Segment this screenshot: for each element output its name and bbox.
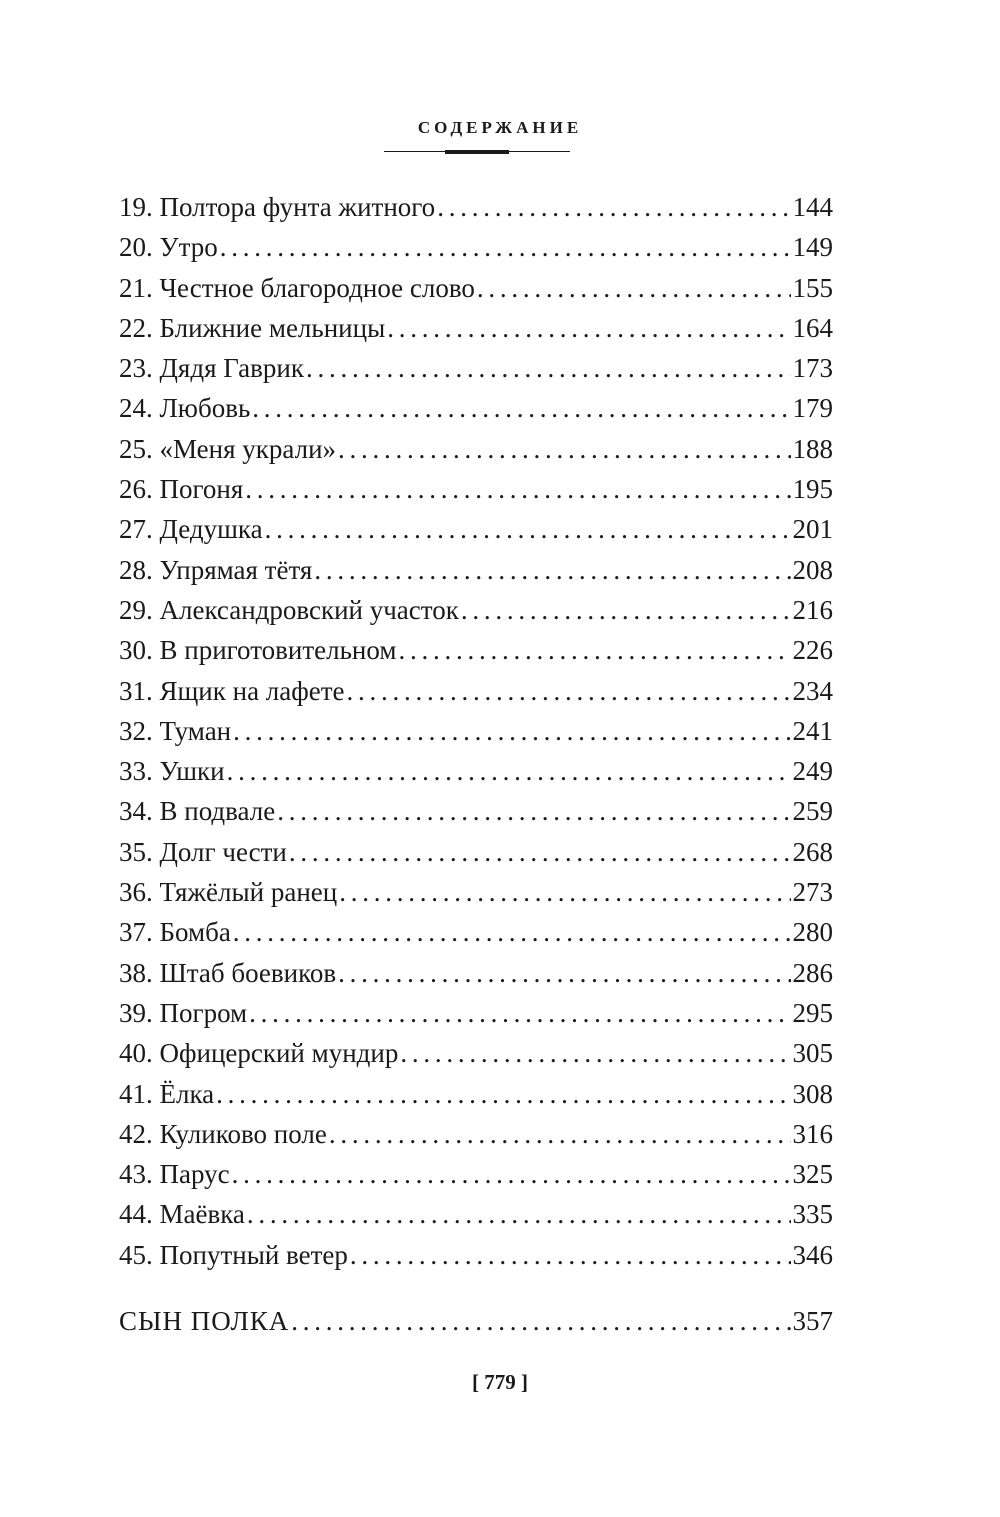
toc-entry — [119, 550, 833, 590]
toc-entry-page: 234 — [792, 675, 833, 706]
dot-leader — [277, 791, 790, 831]
dot-leader — [398, 630, 790, 670]
dot-leader — [220, 227, 791, 267]
toc-entry — [119, 832, 833, 872]
dot-leader — [265, 509, 791, 549]
toc-entry-title: 43. Парус — [119, 1159, 230, 1190]
toc-entry-title: 26. Погоня — [119, 474, 244, 505]
toc-entry-title: 20. Утро — [119, 232, 218, 263]
toc-entry-title: 36. Тяжёлый ранец — [119, 877, 338, 908]
page-number: [ 779 ] — [472, 1370, 528, 1394]
toc-entry-page: 195 — [792, 474, 833, 505]
toc-entry-title: 39. Погром — [119, 997, 248, 1028]
dot-leader — [233, 912, 791, 952]
toc-entry — [119, 590, 833, 630]
toc-entry-page: 268 — [792, 836, 833, 867]
toc-entry-page: 241 — [792, 715, 833, 746]
toc-entry — [119, 872, 833, 912]
toc-entry-page: 155 — [792, 272, 833, 303]
dot-leader — [252, 388, 790, 428]
toc-entry-page: 316 — [792, 1118, 833, 1149]
dot-leader — [216, 1074, 790, 1114]
toc-entry — [119, 1154, 833, 1194]
dot-leader — [245, 469, 790, 509]
toc-entry-title: 44. Маёвка — [119, 1199, 245, 1230]
toc-entry-title: 22. Ближние мельницы — [119, 312, 386, 343]
toc-entry — [119, 1074, 833, 1114]
toc-entry-title: 45. Попутный ветер — [119, 1239, 348, 1270]
toc-entry-title: 23. Дядя Гаврик — [119, 353, 304, 384]
toc-entry-page: 226 — [792, 635, 833, 666]
toc-entry-page: 286 — [792, 957, 833, 988]
toc-entry-title: 24. Любовь — [119, 393, 251, 424]
toc-entry-title: 38. Штаб боевиков — [119, 957, 337, 988]
dot-leader — [437, 187, 790, 227]
dot-leader — [247, 1194, 791, 1234]
toc-entry — [119, 993, 833, 1033]
toc-entry-title: 35. Долг чести — [119, 836, 287, 867]
toc-entry-title: 34. В подвале — [119, 796, 276, 827]
toc-entry — [119, 791, 833, 831]
toc-entry — [119, 187, 833, 227]
dot-leader — [347, 671, 791, 711]
toc-entry-page: 305 — [792, 1038, 833, 1069]
dot-leader — [227, 751, 791, 791]
toc-entry — [119, 268, 833, 308]
toc-entry-page: 325 — [792, 1159, 833, 1190]
toc-entry-title: 33. Ушки — [119, 756, 225, 787]
dot-leader — [306, 348, 791, 388]
toc-entry — [119, 348, 833, 388]
dot-leader — [314, 550, 790, 590]
toc-entry — [119, 671, 833, 711]
toc-entry-page: 173 — [792, 353, 833, 384]
toc-entry — [119, 1235, 833, 1275]
toc-entry-page: 259 — [792, 796, 833, 827]
toc-entry-title: 30. В приготовительном — [119, 635, 397, 666]
toc-entry — [119, 1194, 833, 1234]
dot-leader — [400, 1033, 790, 1073]
toc-entry — [119, 227, 833, 267]
dot-leader — [350, 1235, 791, 1275]
head-rule-ornament — [445, 150, 509, 154]
toc-entry-page: 308 — [792, 1078, 833, 1109]
dot-leader — [249, 993, 790, 1033]
toc-entry-title: 31. Ящик на лафете — [119, 675, 345, 706]
toc-entry-page: 273 — [792, 877, 833, 908]
toc-entry-title: 41. Ёлка — [119, 1078, 215, 1109]
toc-entry-page: 201 — [792, 514, 833, 545]
dot-leader — [289, 832, 791, 872]
dot-leader — [291, 1301, 790, 1341]
toc-entry-page: 295 — [792, 997, 833, 1028]
toc-entry-page: 249 — [792, 756, 833, 787]
toc-entry — [119, 1033, 833, 1073]
running-head: СОДЕРЖАНИЕ — [417, 118, 583, 137]
toc-entry-page: 280 — [792, 917, 833, 948]
toc-entry-page: 149 — [792, 232, 833, 263]
toc-entry — [119, 751, 833, 791]
toc-entry — [119, 388, 833, 428]
dot-leader — [232, 1154, 791, 1194]
toc-entry-title: 42. Куликово поле — [119, 1118, 327, 1149]
toc-entry-title: 37. Бомба — [119, 917, 231, 948]
toc-entry — [119, 912, 833, 952]
dot-leader — [461, 590, 791, 630]
toc-entry — [119, 429, 833, 469]
toc-entry-page: 335 — [792, 1199, 833, 1230]
toc-entry-page: 144 — [792, 192, 833, 222]
toc-entry-page: 179 — [792, 393, 833, 424]
toc-entry — [119, 953, 833, 993]
dot-leader — [387, 308, 790, 348]
toc-entry — [119, 630, 833, 670]
toc-entry-title: 28. Упрямая тётя — [119, 554, 313, 585]
toc-entry — [119, 469, 833, 509]
toc-entry — [119, 711, 833, 751]
toc-entry-page: 188 — [792, 433, 833, 464]
dot-leader — [233, 711, 790, 751]
toc-entry-title: 19. Полтора фунта житного — [119, 192, 436, 222]
toc-entry-page: 216 — [792, 594, 833, 625]
dot-leader — [339, 872, 790, 912]
toc-entry — [119, 1114, 833, 1154]
dot-leader — [329, 1114, 791, 1154]
toc-entry-title: 32. Туман — [119, 715, 232, 746]
toc-entry-title: 27. Дедушка — [119, 514, 263, 545]
toc-entry — [119, 509, 833, 549]
table-of-contents — [119, 187, 833, 1275]
toc-entry-title: 25. «Меня украли» — [119, 433, 337, 464]
dot-leader — [338, 429, 790, 469]
toc-part-entry — [119, 1301, 833, 1341]
toc-entry-title: 29. Александровский участок — [119, 594, 459, 625]
toc-part-page: 357 — [792, 1306, 833, 1336]
toc-entry-page: 164 — [792, 312, 833, 343]
dot-leader — [338, 953, 790, 993]
toc-entry-title: 40. Офицерский мундир — [119, 1038, 399, 1069]
toc-entry-title: 21. Честное благородное слово — [119, 272, 475, 303]
toc-entry — [119, 308, 833, 348]
toc-entry-page: 346 — [792, 1239, 833, 1270]
dot-leader — [477, 268, 791, 308]
toc-entry-page: 208 — [792, 554, 833, 585]
toc-part-title: СЫН ПОЛКА — [119, 1306, 290, 1336]
